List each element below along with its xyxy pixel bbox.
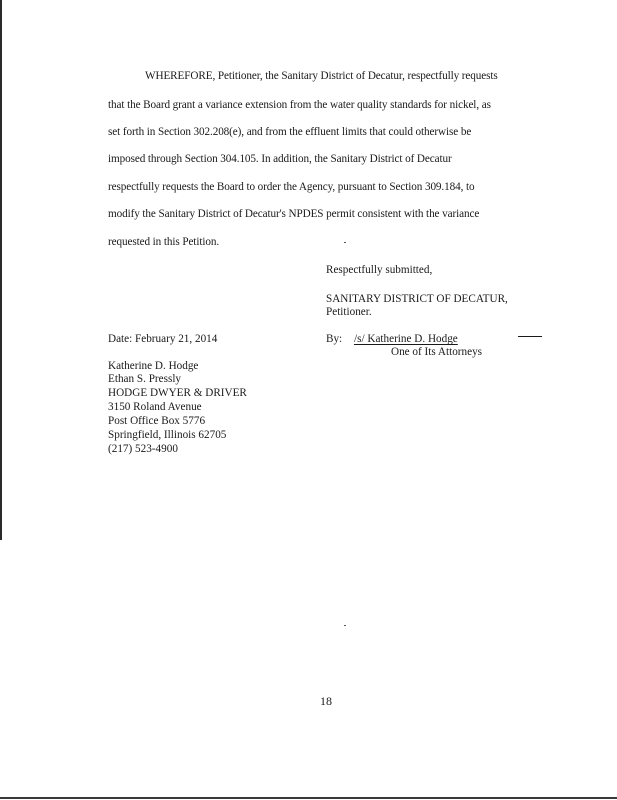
signature-line: /s/ Katherine D. Hodge — [354, 333, 458, 345]
body-line-5: respectfully requests the Board to order the Agency, pursuant to Section 309.184, to — [108, 181, 475, 193]
counsel-line-5: Post Office Box 5776 — [108, 415, 206, 427]
petitioner-name: SANITARY DISTRICT OF DECATUR, — [326, 293, 508, 305]
by-label: By: — [326, 333, 343, 345]
body-line-4: imposed through Section 304.105. In addition, the Sanitary District of Decatur — [108, 153, 452, 165]
counsel-line-1: Katherine D. Hodge — [108, 360, 199, 372]
date-line: Date: February 21, 2014 — [108, 333, 218, 345]
scan-speck — [344, 625, 346, 626]
body-line-6: modify the Sanitary District of Decatur's NPDES permit consistent with the variance — [108, 208, 480, 220]
body-line-7: requested in this Petition. — [108, 236, 220, 248]
body-line-2: that the Board grant a variance extension from the water quality standards for nickel, as — [108, 99, 491, 111]
counsel-line-2: Ethan S. Pressly — [108, 373, 182, 385]
counsel-line-4: 3150 Roland Avenue — [108, 401, 202, 413]
scan-speck — [344, 242, 346, 243]
counsel-line-6: Springfield, Illinois 62705 — [108, 429, 227, 441]
body-line-1: WHEREFORE, Petitioner, the Sanitary District of Decatur, respectfully requests — [145, 70, 498, 82]
body-line-3: set forth in Section 302.208(e), and from the effluent limits that could otherwise be — [108, 126, 472, 138]
page-number: 18 — [320, 694, 332, 708]
counsel-line-7: (217) 523-4900 — [108, 443, 178, 455]
signature-title: One of Its Attorneys — [391, 346, 483, 358]
scan-left-edge — [0, 0, 2, 540]
counsel-line-3: HODGE DWYER & DRIVER — [108, 387, 247, 399]
closing-text: Respectfully submitted, — [326, 264, 433, 276]
scan-bottom-edge — [0, 797, 617, 799]
signature-tail-rule — [518, 336, 542, 337]
petitioner-role: Petitioner. — [326, 306, 372, 318]
